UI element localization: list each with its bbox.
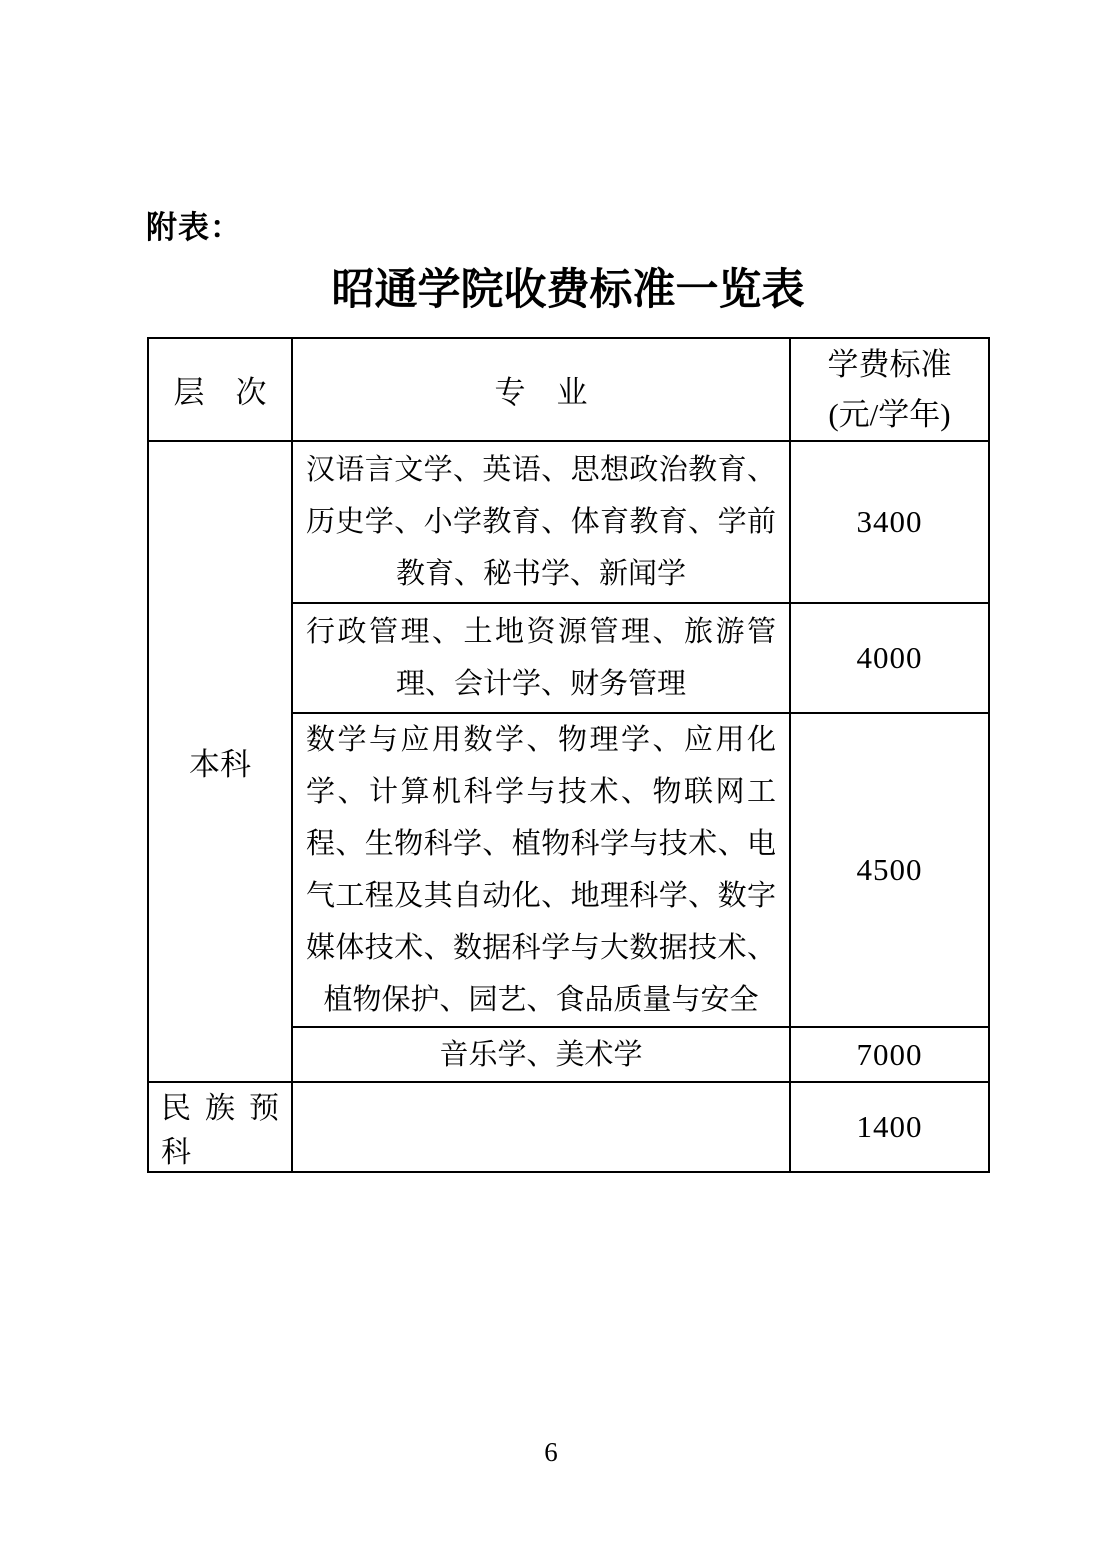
major-cell: 行政管理、土地资源管理、旅游管理、会计学、财务管理 [292, 603, 790, 713]
level-cell-undergraduate: 本科 [148, 441, 292, 1082]
page-title: 昭通学院收费标准一览表 [331, 267, 805, 314]
header-level: 层 次 [148, 338, 292, 441]
page-number: 6 [544, 1437, 558, 1467]
header-fee-line2: (元/学年) [828, 396, 951, 432]
fee-cell: 4000 [790, 603, 989, 713]
fee-table [147, 337, 990, 1173]
appendix-label: 附表： [146, 210, 242, 245]
fee-cell: 7000 [790, 1027, 989, 1082]
fee-cell: 3400 [790, 441, 989, 603]
table-row [148, 441, 989, 603]
major-cell: 音乐学、美术学 [292, 1027, 790, 1082]
major-cell-empty [292, 1082, 790, 1172]
table-row [148, 1082, 989, 1172]
header-fee [790, 338, 989, 441]
header-major: 专 业 [292, 338, 790, 441]
major-cell: 数学与应用数学、物理学、应用化学、计算机科学与技术、物联网工程、生物科学、植物科学与技术、电气工程及其自动化、地理科学、数字媒体技术、数据科学与大数据技术、植物保护、园艺、食品质量与安全 [292, 713, 790, 1027]
major-cell: 汉语言文学、英语、思想政治教育、历史学、小学教育、体育教育、学前教育、秘书学、新闻学 [292, 441, 790, 603]
level-cell-preparatory: 民族预科 [148, 1082, 292, 1172]
header-fee-line1: 学费标准 [827, 346, 952, 382]
fee-cell: 4500 [790, 713, 989, 1027]
fee-cell: 1400 [790, 1082, 989, 1172]
table-header-row [148, 338, 989, 441]
